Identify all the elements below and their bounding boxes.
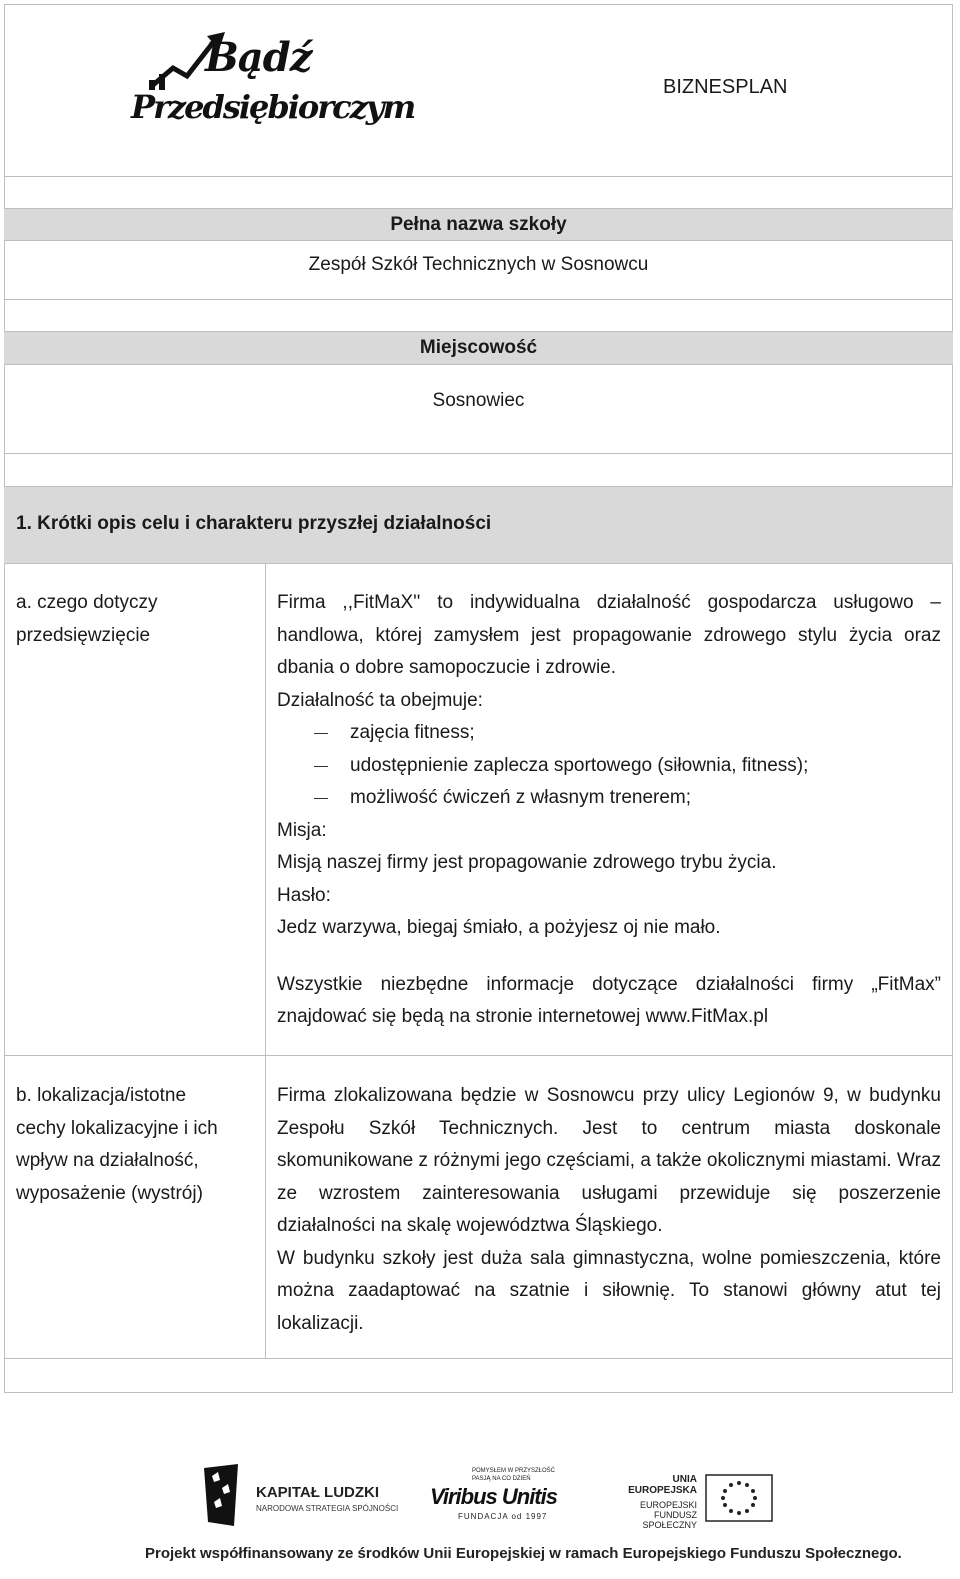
row-b-label-line2: cechy lokalizacyjne i ich <box>16 1117 218 1139</box>
funding-note: Projekt współfinansowany ze środków Unii Europejskiej w ramach Europejskiego Funduszu Społecznego. <box>145 1545 902 1562</box>
list-item <box>277 717 941 750</box>
row-a-scope-label: Działalność ta obejmuje: <box>277 689 483 711</box>
ue-line2: EUROPEJSKI <box>639 1500 697 1510</box>
footer-viribus-unitis-logo <box>430 1468 580 1530</box>
row-a-mission: Misją naszej firmy jest propagowanie zdrowego trybu życia. <box>277 852 777 873</box>
list-item <box>277 750 941 783</box>
document-title: BIZNESPLAN <box>663 76 788 98</box>
locality-label-text: Miejscowość <box>419 337 538 358</box>
bullet-text: możliwość ćwiczeń z własnym trenerem; <box>350 787 692 808</box>
row-a-label-line2: przedsięwzięcie <box>16 624 151 646</box>
header-logo <box>125 30 415 148</box>
list-item <box>277 782 941 815</box>
kapital-ludzki-emblem-icon <box>198 1462 244 1528</box>
school-value: Zespół Szkół Technicznych w Sosnowcu <box>308 254 649 275</box>
row-a-label <box>16 587 256 652</box>
bullet-text: udostępnienie zaplecza sportowego (siłownia, fitness); <box>350 754 809 776</box>
footer-kapital-ludzki-logo <box>198 1462 408 1532</box>
viribus-tagline-2: PASJĄ NA CO DZIEŃ <box>472 1476 531 1482</box>
row-a-bullet-list <box>277 717 941 815</box>
viribus-name: Viribus Unitis <box>430 1484 557 1509</box>
dash-bullet-icon <box>314 733 328 734</box>
section1-heading <box>4 486 953 564</box>
ue-line3: FUNDUSZ SPOŁECZNY <box>642 1510 697 1530</box>
school-label-text: Pełna nazwa szkoły <box>390 214 567 235</box>
school-label <box>4 208 953 241</box>
row-b-label-line1: b. lokalizacja/istotne <box>16 1085 187 1106</box>
row-a-intro: Firma ,,FitMaX'' to indywidualna działalność gospodarcza usługowo – handlowa, której zamysłem jest propagowanie zdrowego stylu życia oraz dbania o dobre samopoczucie i zdrowie. <box>277 592 941 678</box>
dash-bullet-icon <box>314 766 328 767</box>
row-b-paragraph-2: W budynku szkoły jest duża sala gimnastyczna, wolne pomieszczenia, które można zaadaptować na szatnie i siłownię. To stanowi główny atut tej lokalizacji. <box>277 1247 941 1334</box>
viribus-tagline-1: POMYSŁEM W PRZYSZŁOŚĆ <box>472 1468 556 1474</box>
row-a-label-line1: a. czego dotyczy <box>16 592 158 613</box>
locality-label <box>4 331 953 365</box>
dash-bullet-icon <box>314 798 328 799</box>
kapital-ludzki-subtitle: NARODOWA STRATEGIA SPÓJNOŚCI <box>256 1504 399 1513</box>
viribus-foundation: FUNDACJA od 1997 <box>458 1512 548 1521</box>
footer-ue-logo <box>605 1474 775 1530</box>
row-a-info: Wszystkie niezbędne informacje dotyczące działalności firmy „FitMax” znajdować się będą na stronie internetowej www.FitMax.pl <box>277 973 941 1027</box>
row-a-mission-label: Misja: <box>277 819 327 841</box>
row-a-slogan: Jedz warzywa, biegaj śmiało, a pożyjesz oj nie mało. <box>277 917 721 938</box>
row-a-content <box>277 587 941 1034</box>
row-b-content <box>277 1080 941 1340</box>
kapital-ludzki-title: KAPITAŁ LUDZKI <box>256 1484 380 1501</box>
ue-title: UNIA EUROPEJSKA <box>628 1474 697 1496</box>
logo-word-przedsiebiorczym: Przedsiębiorczym <box>131 88 415 126</box>
locality-value: Sosnowiec <box>432 390 525 411</box>
row-b-paragraph-1: Firma zlokalizowana będzie w Sosnowcu przy ulicy Legionów 9, w budynku Zespołu Szkół Technicznych. Jest to centrum miasta doskonale skomunikowane z różnymi jego częściami, a także okolicznymi miastami. Wraz ze wzrostem zainteresowania usługami przewiduje się poszerzenie działalności na skalę województwa Śląskiego. <box>277 1085 941 1236</box>
row-b-label-line4: wyposażenie (wystrój) <box>16 1182 203 1204</box>
row-b-label-line3: wpływ na działalność, <box>16 1150 199 1171</box>
logo-word-badz: Bądź <box>205 34 312 81</box>
bullet-text: zajęcia fitness; <box>350 722 475 743</box>
row-a-slogan-label: Hasło: <box>277 884 331 906</box>
eu-flag-icon <box>705 1474 773 1522</box>
section1-heading-text: 1. Krótki opis celu i charakteru przyszłej działalności <box>16 513 492 534</box>
row-b-label <box>16 1080 261 1210</box>
